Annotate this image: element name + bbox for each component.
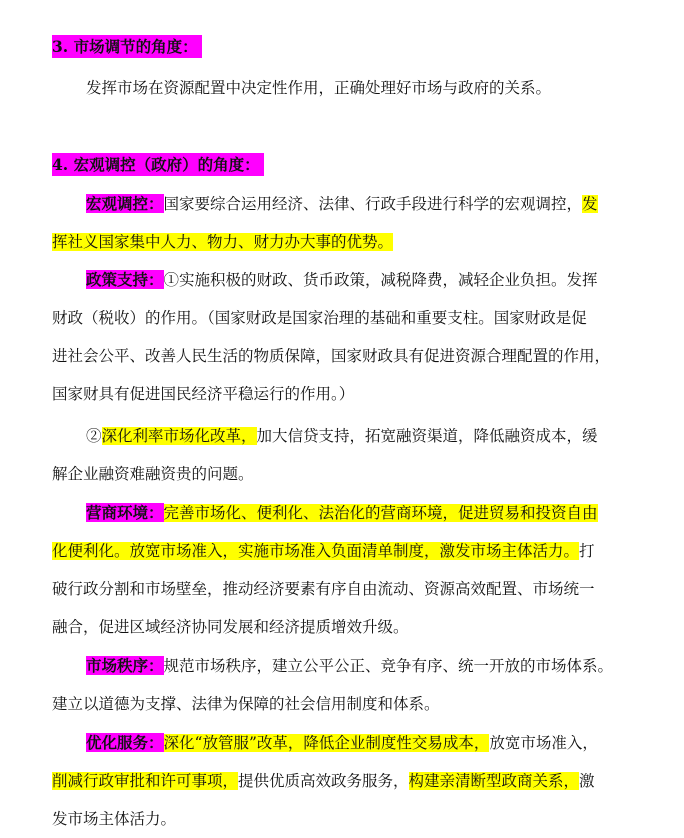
order-paragraph-line1 [86,655,684,677]
macro-label: 宏观调控： [86,194,164,213]
service-highlight-2: 削减行政审批和许可事项， [52,772,239,790]
service-rest1: 放宽市场准入， [489,734,598,752]
macro-highlight-2: 挥社义国家集中人力、物力、财力办大事的优势。 [52,233,394,251]
order-line2: 建立以道德为支撑、法律为保障的社会信用制度和体系。 [52,695,440,713]
service-paragraph-line2 [52,770,652,792]
business-line4: 融合，促进区域经济协同发展和经济提质增效升级。 [52,618,409,636]
business-line3: 破行政分割和市场壁垒，推动经济要素有序自由流动、资源高效配置、市场统一 [52,580,595,598]
section-3-heading-text: 3. 市场调节的角度： [52,35,202,58]
section-3-body: 发挥市场在资源配置中决定性作用，正确处理好市场与政府的关系。 [86,79,552,97]
service-highlight-3: 构建亲清断型政商关系， [408,772,580,790]
macro-text1: 国家要综合运用经济、法律、行政手段进行科学的宏观调控， [163,195,583,213]
business-paragraph-line1 [86,502,684,524]
order-text1: 规范市场秩序，建立公平公正、竞争有序、统一开放的市场体系。 [163,657,614,675]
service-line3: 发市场主体活力。 [52,810,177,828]
policy-line3: 进社会公平、改善人民生活的物质保障，国家财政具有促进资源合理配置的作用， [52,347,611,365]
business-highlight-1: 完善市场化、便利化、法治化的营商环境，促进贸易和投资自由 [163,504,598,522]
macro-paragraph-line1 [86,193,684,215]
policy-line1: ①实施积极的财政、货币政策，减税降费，减轻企业负担。发挥 [163,271,598,289]
business-label: 营商环境： [86,503,164,522]
section-4-heading [52,154,652,176]
service-paragraph-line1 [86,732,684,754]
section-4-heading-text: 4. 宏观调控（政府）的角度： [52,153,264,176]
service-label: 优化服务： [86,733,164,752]
business-paragraph-line2 [52,540,652,562]
business-highlight-2: 化便利化。放宽市场准入，实施市场准入负面清单制度，激发市场主体活力。 [52,542,580,560]
service-highlight-1: 深化“放管服”改革，降低企业制度性交易成本， [163,734,490,752]
policy-paragraph-line1 [86,269,684,291]
policy-item2-num: ② [86,427,102,445]
policy-line4: 国家财具有促进国民经济平稳运行的作用。） [52,385,355,403]
policy-item2-highlight: 深化利率市场化改革， [101,427,257,445]
policy-line2: 财政（税收）的作用。（国家财政是国家治理的基础和重要支柱。国家财政是促 [52,309,587,327]
policy-item2-line2: 解企业融资难融资贵的问题。 [52,465,254,483]
service-mid2: 提供优质高效政务服务， [238,772,409,790]
macro-highlight-1: 发 [582,195,598,213]
service-rest2: 激 [579,772,595,790]
business-rest2: 打 [579,542,595,560]
macro-paragraph-line2 [52,231,652,253]
policy-item2-line1 [86,425,684,447]
policy-item2-rest: 加大信贷支持，拓宽融资渠道，降低融资成本，缓 [256,427,598,445]
policy-label: 政策支持： [86,270,164,289]
order-label: 市场秩序： [86,656,164,675]
section-3-heading [52,36,652,58]
